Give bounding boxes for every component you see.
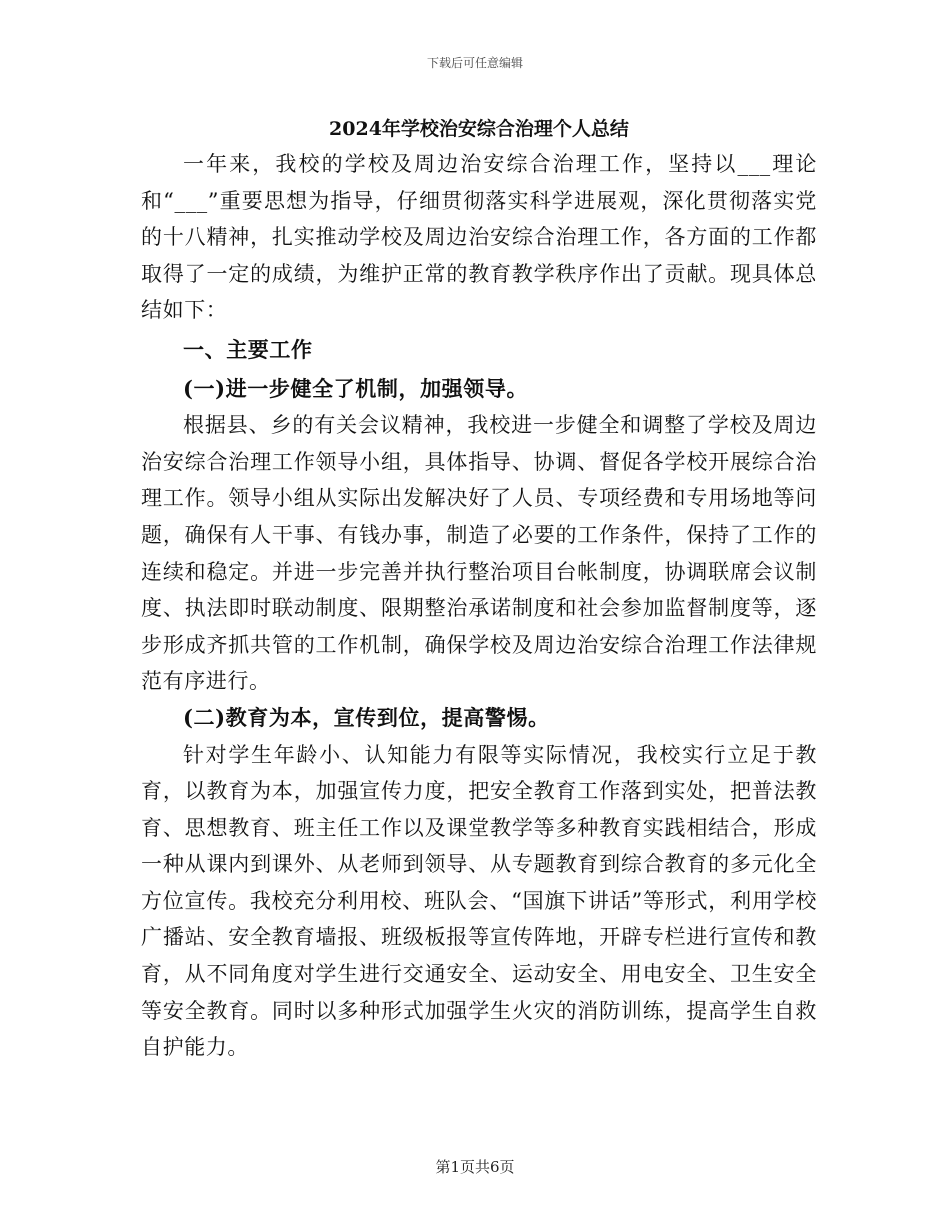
section-heading-main-work: 一、主要工作 — [183, 336, 313, 362]
subsection-heading-2: (二)教育为本，宣传到位，提高警惕。 — [183, 704, 550, 730]
subsection-1-paragraph: 根据县、乡的有关会议精神，我校进一步健全和调整了学校及周边治安综合治理工作领导小组，具体指导、协调、督促各学校开展综合治理工作。领导小组从实际出发解决好了人员、专项经费和专用场地等问题，确保有人干事、有钱办事，制造了必要的工作条件，保持了工作的连续和稳定。并进一步完善并执行整治项目台帐制度，协调联席会议制度、执法即时联动制度、限期整治承诺制度和社会参加监督制度等，逐步形成齐抓共管的工作机制，确保学校及周边治安综合治理工作法律规范有序进行。 — [141, 413, 817, 694]
intro-paragraph: 一年来，我校的学校及周边治安综合治理工作，坚持以___理论和“___”重要思想为指导，仔细贯彻落实科学进展观，深化贯彻落实党的十八精神，扎实推动学校及周边治安综合治理工作，各方面的工作都取得了一定的成绩，为维护正常的教育教学秩序作出了贡献。现具体总结如下： — [141, 152, 817, 323]
document-body — [141, 112, 817, 1066]
subsection-2-paragraph: 针对学生年龄小、认知能力有限等实际情况，我校实行立足于教育，以教育为本，加强宣传力度，把安全教育工作落到实处，把普法教育、思想教育、班主任工作以及课堂教学等多种教育实践相结合，形成一种从课内到课外、从老师到领导、从专题教育到综合教育的多元化全方位宣传。我校充分利用校、班队会、“国旗下讲话”等形式，利用学校广播站、安全教育墙报、班级板报等宣传阵地，开辟专栏进行宣传和教育，从不同角度对学生进行交通安全、运动安全、用电安全、卫生安全等安全教育。同时以多种形式加强学生火灾的消防训练，提高学生自救自护能力。 — [141, 742, 817, 1060]
document-title: 2024年学校治安综合治理个人总结 — [329, 118, 629, 140]
page-number-footer: 第1页共6页 — [435, 1158, 515, 1176]
page-header: 下载后可任意编辑 — [426, 56, 523, 70]
subsection-heading-1: (一)进一步健全了机制，加强领导。 — [183, 375, 529, 401]
